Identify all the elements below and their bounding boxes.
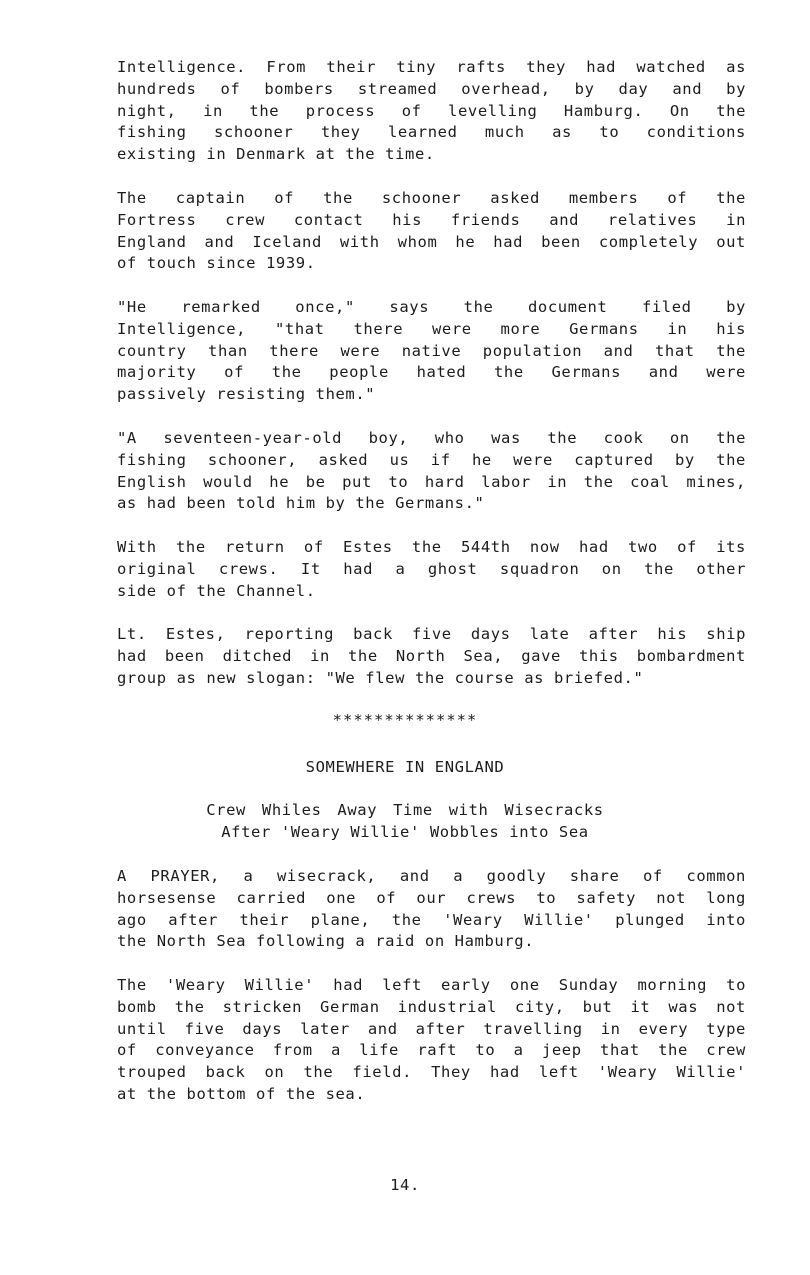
text-line: country than there were native population and that the	[117, 341, 746, 360]
text-line: had been ditched in the North Sea, gave this bombardment	[117, 646, 746, 665]
text-line: trouped back on the field. They had left 'Weary Willie'	[117, 1063, 746, 1082]
section-separator: **************	[332, 711, 478, 729]
text-line: hundreds of bombers streamed overhead, by day and by	[117, 79, 746, 98]
text-line: "A seventeen-year-old boy, who was the cook on the	[117, 429, 746, 447]
text-line: of touch since 1939.	[117, 254, 316, 273]
headline-line: After 'Weary Willie' Wobbles into Sea	[221, 823, 589, 841]
text-line: as had been told him by the Germans."	[117, 494, 485, 513]
text-line: Intelligence, "that there were more Germans in his	[117, 319, 746, 338]
paragraph-seventeen	[117, 428, 746, 515]
text-line: Lt. Estes, reporting back five days late after his ship	[117, 625, 746, 643]
text-line: at the bottom of the sea.	[117, 1084, 366, 1103]
paragraph-weary-willie	[117, 975, 746, 1106]
text-line: horsesense carried one of our crews to safety not long	[117, 888, 746, 907]
text-line: fishing schooner, asked us if he were captured by the	[117, 450, 746, 469]
text-line: English would he be put to hard labor in the coal mines,	[117, 472, 746, 491]
text-line: majority of the people hated the Germans and were	[117, 363, 746, 382]
paragraph-captain	[117, 188, 746, 275]
text-line: Intelligence. From their tiny rafts they had watched as	[117, 58, 746, 76]
text-line: The captain of the schooner asked members of the	[117, 189, 746, 207]
text-line: ago after their plane, the 'Weary Willie' plunged into	[117, 910, 746, 929]
headline	[0, 799, 810, 843]
paragraph-estes-return	[117, 537, 746, 602]
paragraph-intelligence	[117, 57, 746, 166]
text-line: original crews. It had a ghost squadron on the other	[117, 559, 746, 578]
paragraph-slogan	[117, 624, 746, 689]
text-line: night, in the process of levelling Hamburg. On the	[117, 101, 746, 120]
page-number: 14.	[390, 1176, 420, 1194]
text-line: until five days later and after travelling in every type	[117, 1019, 746, 1038]
text-line: "He remarked once," says the document filed by	[117, 298, 746, 316]
text-line: bomb the stricken German industrial city, but it was not	[117, 997, 746, 1016]
text-line: the North Sea following a raid on Hamburg.	[117, 932, 535, 951]
text-line: With the return of Estes the 544th now had two of its	[117, 538, 746, 556]
text-line: Fortress crew contact his friends and relatives in	[117, 210, 746, 229]
text-line: A PRAYER, a wisecrack, and a goodly share of common	[117, 867, 746, 885]
text-line: side of the Channel.	[117, 581, 316, 600]
text-line: fishing schooner they learned much as to conditions	[117, 123, 746, 142]
paragraph-remarked	[117, 297, 746, 406]
paragraph-prayer	[117, 866, 746, 953]
headline-line: Crew Whiles Away Time with Wisecracks	[206, 801, 604, 819]
text-line: group as new slogan: "We flew the course as briefed."	[117, 668, 644, 687]
text-line: The 'Weary Willie' had left early one Sunday morning to	[117, 976, 746, 994]
text-line: England and Iceland with whom he had been completely out	[117, 232, 746, 251]
text-line: of conveyance from a life raft to a jeep that the crew	[117, 1041, 746, 1060]
text-line: existing in Denmark at the time.	[117, 145, 435, 164]
dateline: SOMEWHERE IN ENGLAND	[305, 758, 505, 776]
text-line: passively resisting them."	[117, 385, 376, 404]
